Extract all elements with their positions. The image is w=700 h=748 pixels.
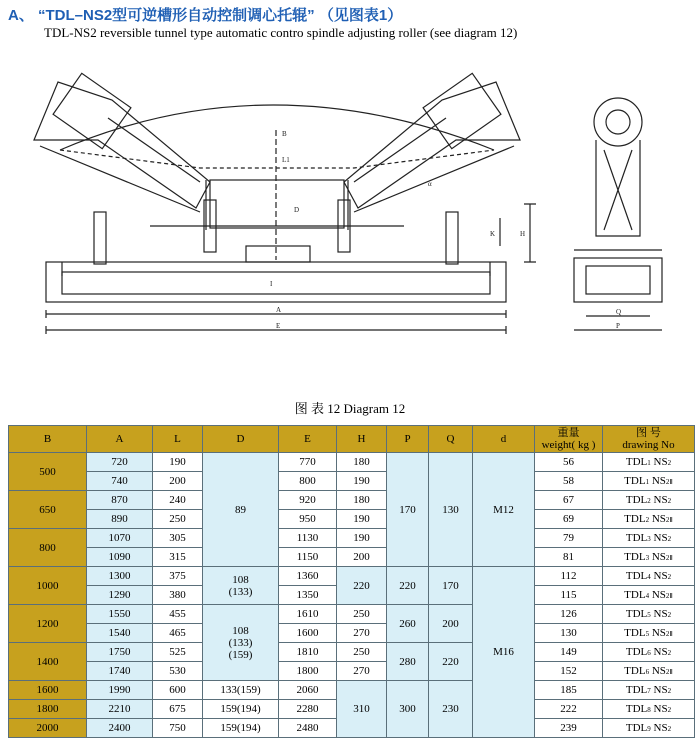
cell-B: 1800 <box>9 700 87 719</box>
cell-H: 270 <box>337 662 387 681</box>
cell-L: 530 <box>153 662 203 681</box>
cell-drawing: TDL8 NS2 <box>603 700 695 719</box>
cell-E: 1360 <box>279 567 337 586</box>
cell-A: 1990 <box>87 681 153 700</box>
cell-H: 190 <box>337 510 387 529</box>
cell-weight: 115 <box>535 586 603 605</box>
cell-E: 1600 <box>279 624 337 643</box>
cell-weight: 81 <box>535 548 603 567</box>
cell-B: 1600 <box>9 681 87 700</box>
cell-drawing: TDL2 NS2 <box>603 491 695 510</box>
cell-D: 159(194) <box>203 719 279 738</box>
cell-weight: 79 <box>535 529 603 548</box>
cell-drawing: TDL6 NS2Ⅱ <box>603 662 695 681</box>
cell-Q: 200 <box>429 605 473 643</box>
table-row <box>9 453 695 472</box>
cell-H: 310 <box>337 681 387 738</box>
cell-E: 2480 <box>279 719 337 738</box>
cell-B: 1400 <box>9 643 87 681</box>
cell-drawing: TDL1 NS2Ⅱ <box>603 472 695 491</box>
cell-P: 280 <box>387 643 429 681</box>
cell-L: 375 <box>153 567 203 586</box>
header-B: B <box>9 426 87 453</box>
cell-E: 1810 <box>279 643 337 662</box>
header-P: P <box>387 426 429 453</box>
page-subtitle: TDL-NS2 reversible tunnel type automatic contro spindle adjusting roller (see diagram 12) <box>44 25 518 40</box>
cell-weight: 112 <box>535 567 603 586</box>
cell-E: 1130 <box>279 529 337 548</box>
left-post <box>94 212 106 264</box>
cell-L: 600 <box>153 681 203 700</box>
spec-table <box>8 425 695 738</box>
cell-weight: 126 <box>535 605 603 624</box>
table-row <box>9 567 695 586</box>
label-I: I <box>270 280 273 288</box>
page-title: A、 “TDL–NS2型可逆槽形自动控制调心托辊” （见图表1） <box>8 7 403 24</box>
base-frame <box>46 262 506 302</box>
belt-line <box>60 105 494 150</box>
cell-P: 170 <box>387 453 429 567</box>
cell-L: 380 <box>153 586 203 605</box>
cell-B: 650 <box>9 491 87 529</box>
cell-B: 2000 <box>9 719 87 738</box>
cell-D: 89 <box>203 453 279 567</box>
right-post <box>446 212 458 264</box>
cell-B: 800 <box>9 529 87 567</box>
cell-weight: 67 <box>535 491 603 510</box>
label-B: B <box>282 130 287 138</box>
cell-weight: 152 <box>535 662 603 681</box>
cell-drawing: TDL9 NS2 <box>603 719 695 738</box>
cell-L: 315 <box>153 548 203 567</box>
cell-drawing: TDL3 NS2 <box>603 529 695 548</box>
label-K: K <box>490 230 496 238</box>
label-alpha: α <box>428 180 432 188</box>
cell-L: 190 <box>153 453 203 472</box>
cell-H: 190 <box>337 529 387 548</box>
cell-H: 200 <box>337 548 387 567</box>
diagram-caption: 图 表 12 Diagram 12 <box>294 401 406 416</box>
cell-weight: 58 <box>535 472 603 491</box>
cell-A: 1550 <box>87 605 153 624</box>
cell-d: M12 <box>473 453 535 567</box>
header-A: A <box>87 426 153 453</box>
cell-D: 159(194) <box>203 700 279 719</box>
header-D: D <box>203 426 279 453</box>
cell-weight: 239 <box>535 719 603 738</box>
cell-Q: 130 <box>429 453 473 567</box>
cell-A: 1290 <box>87 586 153 605</box>
technical-drawing <box>0 40 700 360</box>
dim-H <box>524 204 536 262</box>
cell-weight: 69 <box>535 510 603 529</box>
cell-weight: 56 <box>535 453 603 472</box>
cell-drawing: TDL4 NS2Ⅱ <box>603 586 695 605</box>
cell-P: 260 <box>387 605 429 643</box>
cell-H: 180 <box>337 453 387 472</box>
cell-drawing: TDL5 NS2 <box>603 605 695 624</box>
cell-H: 250 <box>337 605 387 624</box>
header-L: L <box>153 426 203 453</box>
cell-weight: 130 <box>535 624 603 643</box>
header-d: d <box>473 426 535 453</box>
label-A: A <box>276 306 282 314</box>
label-L1: L1 <box>282 156 290 164</box>
table-row <box>9 624 695 643</box>
cell-E: 1610 <box>279 605 337 624</box>
table-row <box>9 491 695 510</box>
header-H: H <box>337 426 387 453</box>
cell-D: 108 (133) <box>203 567 279 605</box>
cell-A: 890 <box>87 510 153 529</box>
cell-L: 240 <box>153 491 203 510</box>
cell-E: 1800 <box>279 662 337 681</box>
cell-A: 740 <box>87 472 153 491</box>
table-row <box>9 548 695 567</box>
cell-E: 920 <box>279 491 337 510</box>
cell-H: 180 <box>337 491 387 510</box>
cell-E: 2280 <box>279 700 337 719</box>
table-header-row <box>9 426 695 453</box>
cell-drawing: TDL2 NS2Ⅱ <box>603 510 695 529</box>
header-drawing-no: 图 号 drawing No <box>603 426 695 453</box>
label-P: P <box>616 322 620 330</box>
label-D: D <box>294 206 300 214</box>
cell-Q: 230 <box>429 681 473 738</box>
center-roller <box>206 180 348 230</box>
cell-P: 220 <box>387 567 429 605</box>
header-E: E <box>279 426 337 453</box>
cell-drawing: TDL5 NS2Ⅱ <box>603 624 695 643</box>
cell-E: 950 <box>279 510 337 529</box>
cell-A: 1070 <box>87 529 153 548</box>
label-E: E <box>276 322 281 330</box>
cell-L: 525 <box>153 643 203 662</box>
cell-E: 770 <box>279 453 337 472</box>
cell-weight: 149 <box>535 643 603 662</box>
header-Q: Q <box>429 426 473 453</box>
table-row <box>9 662 695 681</box>
cell-A: 1090 <box>87 548 153 567</box>
cell-B: 500 <box>9 453 87 491</box>
cell-L: 750 <box>153 719 203 738</box>
cell-drawing: TDL6 NS2 <box>603 643 695 662</box>
cell-A: 1540 <box>87 624 153 643</box>
cell-A: 870 <box>87 491 153 510</box>
table-row <box>9 643 695 662</box>
cell-H: 220 <box>337 567 387 605</box>
cell-A: 720 <box>87 453 153 472</box>
label-Q: Q <box>616 308 622 316</box>
cell-L: 200 <box>153 472 203 491</box>
left-wing-roller <box>34 73 210 212</box>
table-row <box>9 605 695 624</box>
cell-E: 1150 <box>279 548 337 567</box>
label-H: H <box>520 230 526 238</box>
cell-E: 1350 <box>279 586 337 605</box>
cell-L: 305 <box>153 529 203 548</box>
cell-A: 2210 <box>87 700 153 719</box>
cell-P: 300 <box>387 681 429 738</box>
cell-drawing: TDL1 NS2 <box>603 453 695 472</box>
cell-drawing: TDL3 NS2Ⅱ <box>603 548 695 567</box>
cell-H: 250 <box>337 643 387 662</box>
cell-E: 2060 <box>279 681 337 700</box>
cell-A: 1750 <box>87 643 153 662</box>
cell-weight: 222 <box>535 700 603 719</box>
table-row <box>9 472 695 491</box>
cell-B: 1200 <box>9 605 87 643</box>
right-wing-roller <box>344 73 520 212</box>
cell-D: 133(159) <box>203 681 279 700</box>
cell-L: 465 <box>153 624 203 643</box>
cell-B: 1000 <box>9 567 87 605</box>
cell-H: 190 <box>337 472 387 491</box>
cell-Q: 220 <box>429 643 473 681</box>
cell-A: 1300 <box>87 567 153 586</box>
table-row <box>9 510 695 529</box>
table-row <box>9 681 695 700</box>
cell-d: M16 <box>473 567 535 738</box>
cell-L: 455 <box>153 605 203 624</box>
side-view <box>574 98 662 330</box>
cell-L: 675 <box>153 700 203 719</box>
cell-weight: 185 <box>535 681 603 700</box>
cell-L: 250 <box>153 510 203 529</box>
cell-A: 2400 <box>87 719 153 738</box>
table-row <box>9 529 695 548</box>
cell-E: 800 <box>279 472 337 491</box>
cell-A: 1740 <box>87 662 153 681</box>
cell-D: 108 (133) (159) <box>203 605 279 681</box>
cell-drawing: TDL7 NS2 <box>603 681 695 700</box>
cell-drawing: TDL4 NS2 <box>603 567 695 586</box>
header-weight: 重量 weight( kg ) <box>535 426 603 453</box>
cell-Q: 170 <box>429 567 473 605</box>
cell-H: 270 <box>337 624 387 643</box>
